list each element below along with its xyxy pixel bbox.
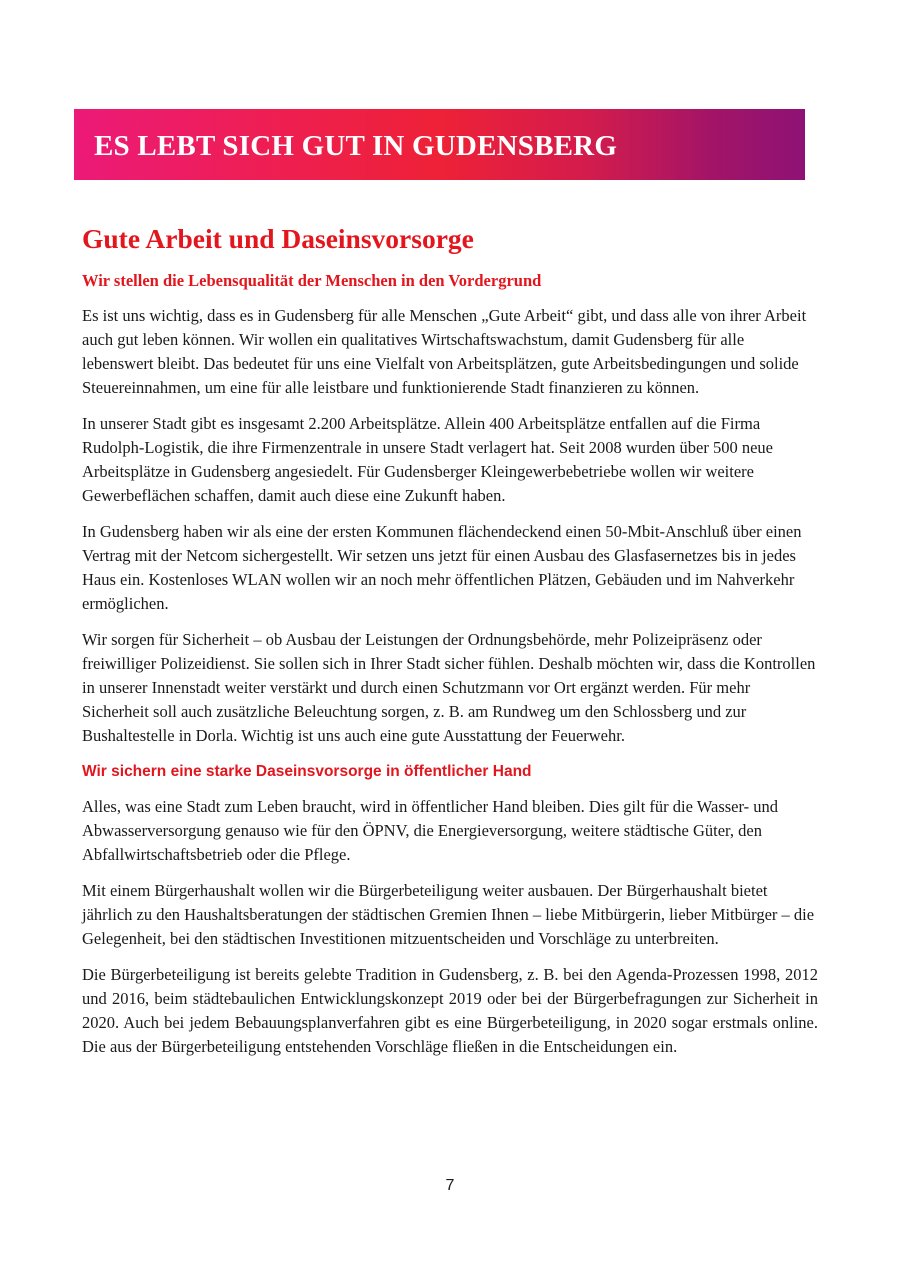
page-number: 7 bbox=[445, 1177, 455, 1194]
paragraph-buergerbeteiligung: Die Bürgerbeteiligung ist bereits gelebte Tradition in Gudensberg, z. B. bei den Agenda-Prozessen 1998, 2012 und 2016, beim städtebaulichen Entwicklungskonzept 2019 oder bei der Bürgerbefragungen zur Sicherheit in 2020. Auch bei jedem Bebauungsplanverfahren gibt es eine Bürgerbeteiligung, in 2020 sogar erstmals online. Die aus der Bürgerbeteiligung entstehenden Vorschläge fließen in die Entscheidungen ein. bbox=[82, 965, 818, 1056]
header-banner bbox=[74, 109, 805, 180]
paragraph-oeffentliche-hand: Alles, was eine Stadt zum Leben braucht, wird in öffentlicher Hand bleiben. Dies gilt für die Wasser- und Abwasserversorgung genauso wie für den ÖPNV, die Energieversorgung, weitere städtische Güter, den Abfallwirtschaftsbetrieb oder die Pflege. bbox=[82, 797, 779, 864]
main-content bbox=[82, 222, 818, 1059]
banner-title: ES LEBT SICH GUT IN GUDENSBERG bbox=[94, 130, 618, 162]
subheading-lebensqualitaet: Wir stellen die Lebensqualität der Menschen in den Vordergrund bbox=[82, 271, 542, 290]
subheading-daseinsvorsorge: Wir sichern eine starke Daseinsvorsorge in öffentlicher Hand bbox=[82, 763, 532, 780]
paragraph-gute-arbeit: Es ist uns wichtig, dass es in Gudensberg für alle Menschen „Gute Arbeit“ gibt, und dass alle von ihrer Arbeit auch gut leben können. Wir wollen ein qualitatives Wirtschaftswachstum, damit Gudensberg für alle lebenswert bleibt. Das bedeutet für uns eine Vielfalt von Arbeitsplätzen, gute Arbeitsbedingungen und solide Steuereinnahmen, um eine für alle leistbare und funktionierende Stadt finanzieren zu können. bbox=[82, 306, 807, 397]
paragraph-buergerhaushalt: Mit einem Bürgerhaushalt wollen wir die Bürgerbeteiligung weiter ausbauen. Der Bürgerhaushalt bietet jährlich zu den Haushaltsberatungen der städtischen Gremien Ihnen – liebe Mitbürgerin, lieber Mitbürger – die Gelegenheit, bei den städtischen Investitionen mitzuentscheiden und Vorschläge zu unterbreiten. bbox=[82, 881, 815, 948]
paragraph-arbeitsplaetze: In unserer Stadt gibt es insgesamt 2.200 Arbeitsplätze. Allein 400 Arbeitsplätze entfallen auf die Firma Rudolph-Logistik, die ihre Firmenzentrale in unsere Stadt verlagert hat. Seit 2008 wurden über 500 neue Arbeitsplätze in Gudensberg angesiedelt. Für Gudensberger Kleingewerbebetriebe wollen wir weitere Gewerbeflächen schaffen, damit auch diese eine Zukunft haben. bbox=[82, 414, 773, 505]
section-title: Gute Arbeit und Daseinsvorsorge bbox=[82, 223, 474, 254]
paragraph-sicherheit: Wir sorgen für Sicherheit – ob Ausbau der Leistungen der Ordnungsbehörde, mehr Polizeipräsenz oder freiwilliger Polizeidienst. Sie sollen sich in Ihrer Stadt sicher fühlen. Deshalb möchten wir, dass die Kontrollen in unserer Innenstadt weiter verstärkt und durch einen Schutzmann vor Ort ergänzt werden. Für mehr Sicherheit soll auch zusätzliche Beleuchtung sorgen, z. B. am Rundweg um den Schlossberg und zur Bushaltestelle in Dorla. Wichtig ist uns auch eine gute Ausstattung der Feuerwehr. bbox=[82, 630, 816, 745]
paragraph-netzausbau: In Gudensberg haben wir als eine der ersten Kommunen flächendeckend einen 50-Mbit-Anschluß über einen Vertrag mit der Netcom sichergestellt. Wir setzen uns jetzt für einen Ausbau des Glasfasernetzes bis in jedes Haus ein. Kostenloses WLAN wollen wir an noch mehr öffentlichen Plätzen, Gebäuden und im Nahverkehr ermöglichen. bbox=[82, 522, 802, 613]
